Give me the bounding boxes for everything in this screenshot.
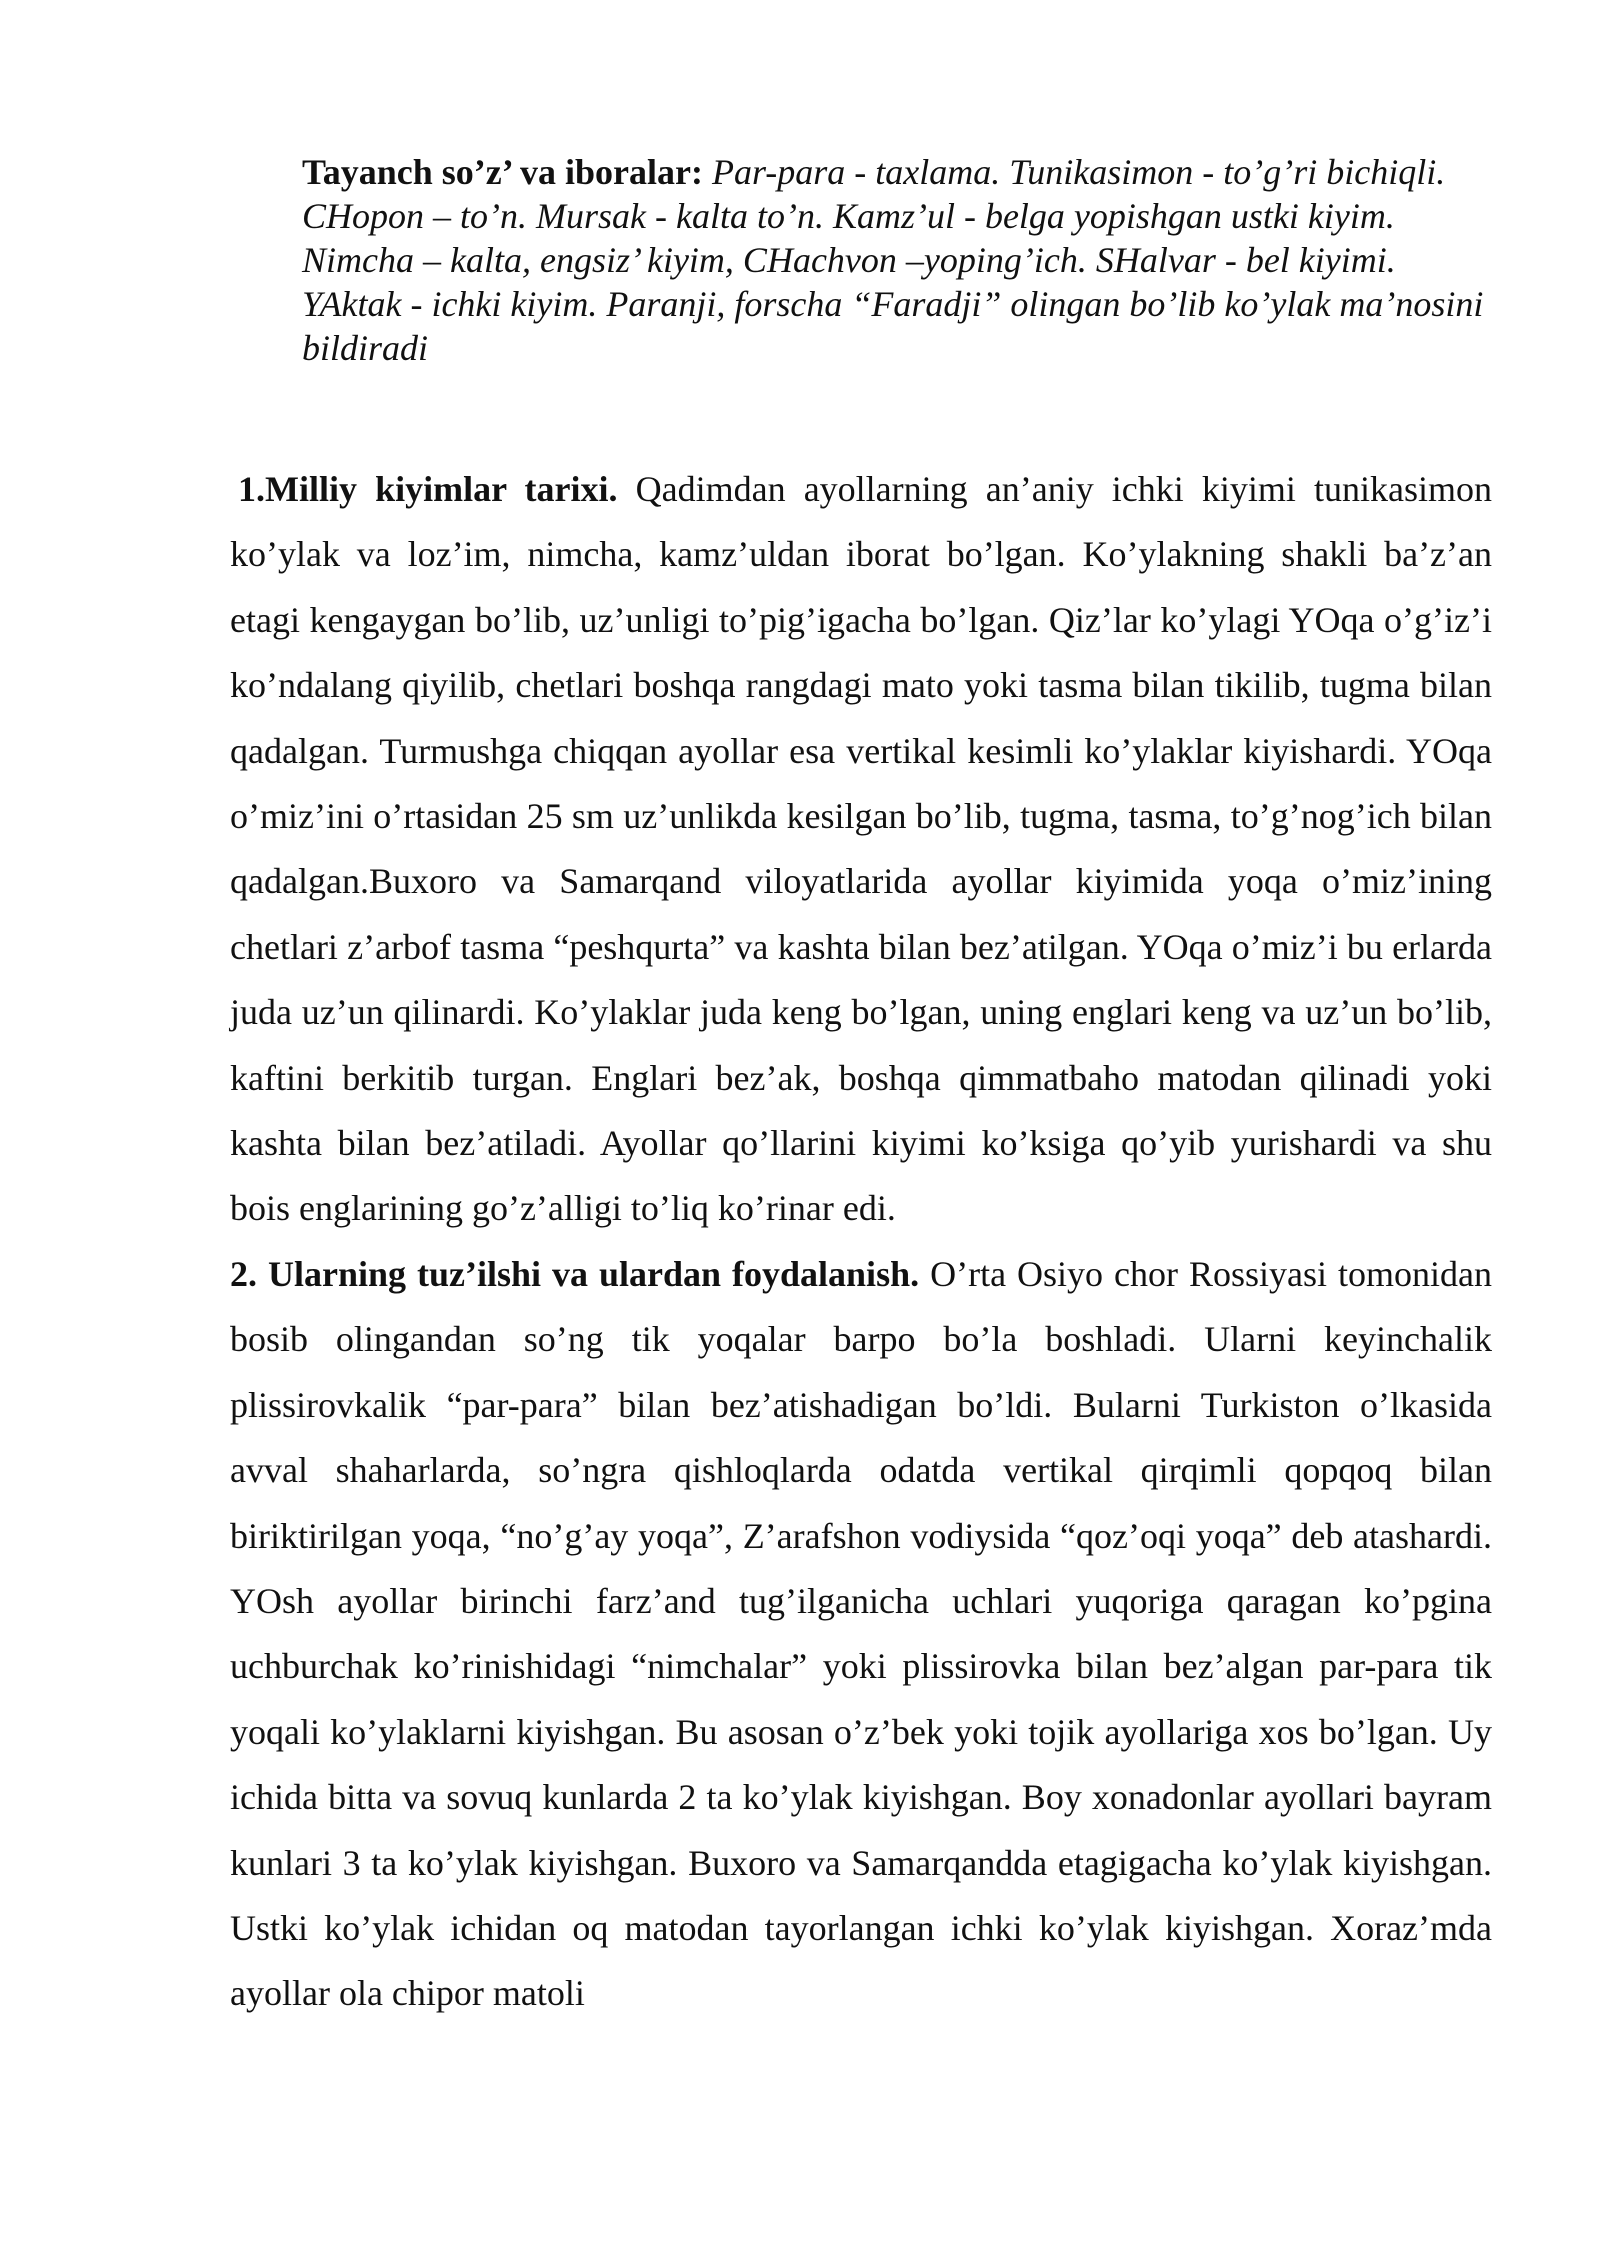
keywords-label: Tayanch so’z’ va iboralar: xyxy=(302,152,703,192)
section-heading: 2. Ularning tuz’ilshi va ulardan foydalanish. xyxy=(230,1253,920,1294)
keywords-text: Par-para - taxlama. Tunikasimon - to’g’ri bichiqli. CHopon – to’n. Mursak - kalta to’n. Kamz’ul - belga yopishgan ustki kiyim. Nimcha – kalta, engsiz’ kiyim, CHachvon –yoping’ich. SHalvar - bel kiyimi. YAktak - ichki kiyim. Paranji, forscha “Faradji” olingan bo’lib ko’ylak ma’nosini bildiradi xyxy=(302,152,1484,368)
section-text: O’rta Osiyo chor Rossiyasi tomonidan bosib olingandan so’ng tik yoqalar barpo bo’la boshladi. Ularni keyinchalik plissirovkalik “par-para” bilan bez’atishadigan bo’ldi. Bularni Turkiston o’lkasida avval shaharlarda, so’ngra qishloqlarda odatda vertikal qirqimli qopqoq bilan biriktirilgan yoqa, “no’g’ay yoqa”, Z’arafshon vodiysida “qoz’oqi yoqa” deb atashardi. YOsh ayollar birinchi farz’and tug’ilganicha uchlari yuqoriga qaragan ko’pgina uchburchak ko’rinishidagi “nimchalar” yoki plissirovka bilan bez’algan par-para tik yoqali ko’ylaklarni kiyishgan. Bu asosan o’z’bek yoki tojik ayollariga xos bo’lgan. Uy ichida bitta va sovuq kunlarda 2 ta ko’ylak kiyishgan. Boy xonadonlar ayollari bayram kunlari 3 ta ko’ylak kiyishgan. Buxoro va Samarqandda etagigacha ko’ylak kiyishgan. Ustki ko’ylak ichidan oq matodan tayorlangan ichki ko’ylak kiyishgan. Xoraz’mda ayollar ola chipor matoli xyxy=(230,1253,1492,2014)
section-paragraph xyxy=(230,1242,1492,2027)
keywords-block xyxy=(302,150,1502,370)
section-heading: 1.Milliy kiyimlar tarixi. xyxy=(238,469,618,509)
main-text xyxy=(230,457,1492,2027)
section-text: Qadimdan ayollarning an’aniy ichki kiyimi tunikasimon ko’ylak va loz’im, nimcha, kamz’uldan iborat bo’lgan. Ko’ylakning shakli ba’z’an etagi kengaygan bo’lib, uz’unligi to’pig’igacha bo’lgan. Qiz’lar ko’ylagi YOqa o’g’iz’i ko’ndalang qiyilib, chetlari boshqa rangdagi mato yoki tasma bilan tikilib, tugma bilan qadalgan. Turmushga chiqqan ayollar esa vertikal kesimli ko’ylaklar kiyishardi. YOqa o’miz’ini o’rtasidan 25 sm uz’unlikda kesilgan bo’lib, tugma, tasma, to’g’nog’ich bilan qadalgan.Buxoro va Samarqand viloyatlarida ayollar kiyimida yoqa o’miz’ining chetlari z’arbof tasma “peshqurta” va kashta bilan bez’atilgan. YOqa o’miz’i bu erlarda juda uz’un qilinardi. Ko’ylaklar juda keng bo’lgan, uning englari keng va uz’un bo’lib, kaftini berkitib turgan. Englari bez’ak, boshqa qimmatbaho matodan qilinadi yoki kashta bilan bez’atiladi. Ayollar qo’llarini kiyimi ko’ksiga qo’yib yurishardi va shu bois englarining go’z’alligi to’liq ko’rinar edi. xyxy=(230,469,1492,1229)
section-paragraph xyxy=(230,457,1492,1242)
